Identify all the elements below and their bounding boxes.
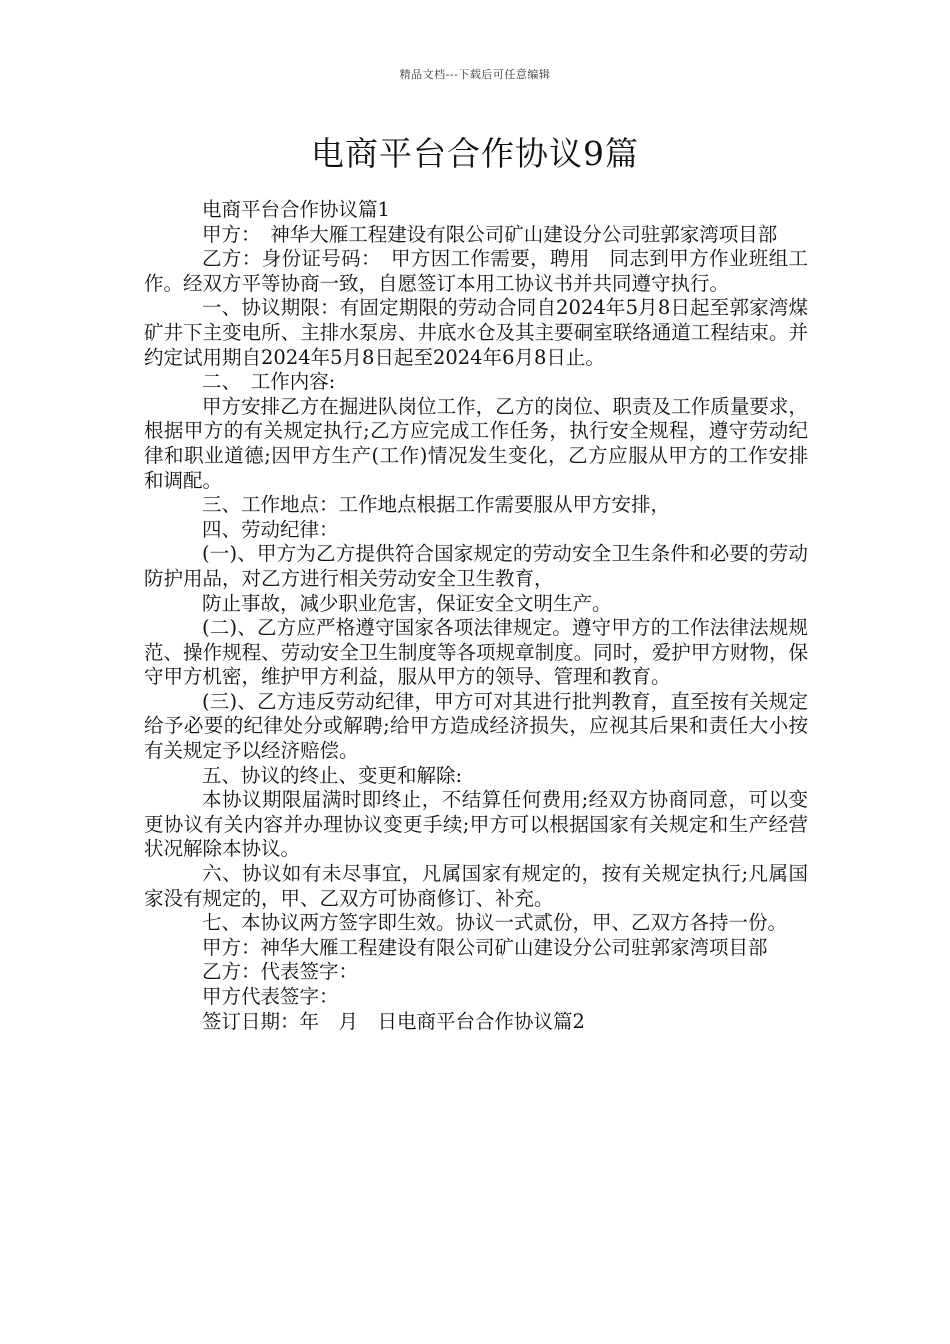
clause-work-content: 甲方安排乙方在掘进队岗位工作，乙方的岗位、职责及工作质量要求，根据甲方的有关规定执行;乙方应完成工作任务，执行安全规程，遵守劳动纪律和职业道德;因甲方生产(工作)情况发生变化，乙方应服从甲方的工作安排和调配。 <box>144 394 808 492</box>
clause-discipline-heading: 四、劳动纪律： <box>202 517 339 541</box>
clause-discipline-1: (一)、甲方为乙方提供符合国家规定的劳动安全卫生条件和必要的劳动防护用品，对乙方进行相关劳动安全卫生教育， <box>144 542 808 590</box>
clause-termination-heading: 五、协议的终止、变更和解除: <box>202 763 463 787</box>
party-a-line: 甲方： 神华大雁工程建设有限公司矿山建设分公司驻郭家湾项目部 <box>202 222 778 246</box>
clause-discipline-2: (二)、乙方应严格遵守国家各项法律规定。遵守甲方的工作法律法规规范、操作规程、劳动安全卫生制度等各项规章制度。同时，爱护甲方财物，保守甲方机密，维护甲方利益，服从甲方的领导、管理和教育。 <box>144 616 808 689</box>
clause-effect: 七、本协议两方签字即生效。协议一式贰份，甲、乙双方各持一份。 <box>202 911 788 935</box>
document-body <box>144 198 808 1034</box>
document-title: 电商平台合作协议9篇 <box>311 134 639 173</box>
clause-supplement: 六、协议如有未尽事宜，凡属国家有规定的，按有关规定执行;凡属国家没有规定的，甲、乙双方可协商修订、补充。 <box>144 862 808 910</box>
party-b-line: 乙方：身份证号码： 甲方因工作需要，聘用 同志到甲方作业班组工作。经双方平等协商一致，自愿签订本用工协议书并共同遵守执行。 <box>144 247 808 295</box>
clause-discipline-3: (三)、乙方违反劳动纪律，甲方可对其进行批判教育，直至按有关规定给予必要的纪律处分或解聘;给甲方造成经济损失，应视其后果和责任大小按有关规定予以经济赔偿。 <box>144 689 808 763</box>
signature-party-b: 乙方：代表签字： <box>202 960 359 984</box>
clause-discipline-1-cont: 防止事故，减少职业危害，保证安全文明生产。 <box>202 591 612 615</box>
page-header: 精品文档---下载后可任意编辑 <box>399 68 551 81</box>
clause-termination-content: 本协议期限届满时即终止，不结算任何费用;经双方协商同意，可以变更协议有关内容并办理协议变更手续;甲方可以根据国家有关规定和生产经营状况解除本协议。 <box>144 788 808 861</box>
section-heading: 电商平台合作协议篇1 <box>202 198 390 221</box>
signature-party-a: 甲方：神华大雁工程建设有限公司矿山建设分公司驻郭家湾项目部 <box>202 935 768 959</box>
signing-date: 签订日期：年 月 日电商平台合作协议篇2 <box>202 1009 585 1033</box>
clause-term: 一、协议期限：有固定期限的劳动合同自2024年5月8日起至郭家湾煤矿井下主变电所、主排水泵房、井底水仓及其主要硐室联络通道工程结束。并约定试用期自2024年5月8日起至2024年6月8日止。 <box>144 296 808 369</box>
clause-work-heading: 二、 工作内容: <box>202 370 336 394</box>
clause-location: 三、工作地点：工作地点根据工作需要服从甲方安排， <box>202 493 671 517</box>
signature-party-a-rep: 甲方代表签字： <box>202 985 339 1008</box>
